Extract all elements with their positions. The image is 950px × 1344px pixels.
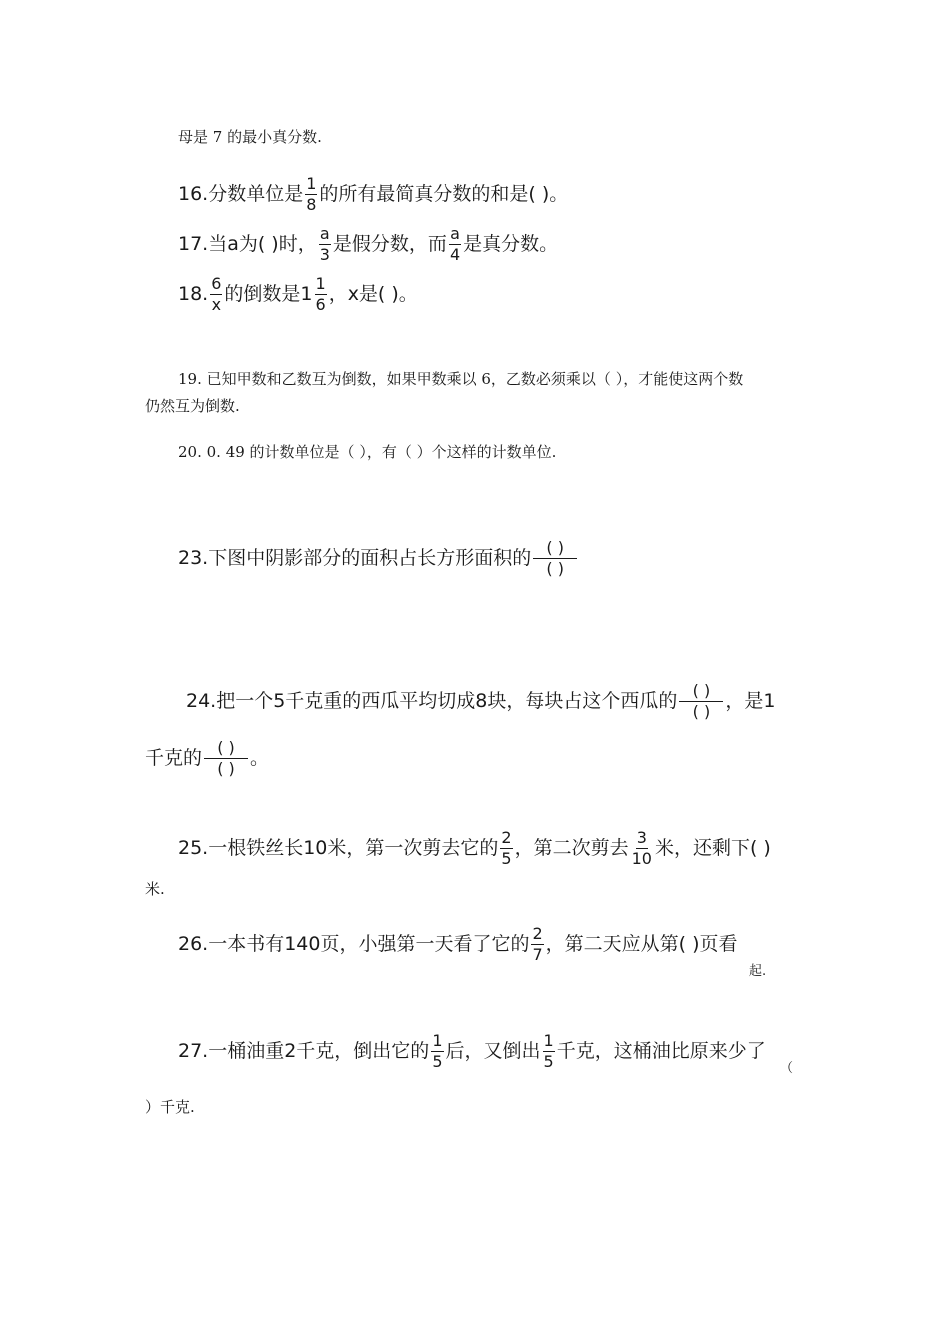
- question-20: 20. 0. 49 的计数单位是（ ），有（ ）个这样的计数单位.: [178, 443, 557, 461]
- q25-suffix: 米，还剩下( ): [654, 837, 771, 859]
- q24-f2-num: ( ): [204, 740, 248, 759]
- q26-f-num: 2: [532, 924, 543, 943]
- q26-prefix: 26.一本书有140页，小强第一天看了它的: [178, 933, 530, 955]
- question-27-line-1: [178, 1033, 766, 1070]
- q17-f1-den: 3: [319, 245, 330, 264]
- question-24-line-1: [186, 683, 776, 720]
- q23-prefix: 23.下图中阴影部分的面积占长方形面积的: [178, 547, 532, 569]
- q24-line2-prefix: 千克的: [145, 747, 203, 769]
- q25-fraction-2: [631, 830, 653, 867]
- q24-prefix: 24.把一个5千克重的西瓜平均切成8块，每块占这个西瓜的: [186, 690, 678, 712]
- q18-f2-den: 6: [315, 295, 326, 314]
- q25-prefix: 25.一根铁丝长10米，第一次剪去它的: [178, 837, 499, 859]
- q17-f1-num: a: [319, 224, 330, 243]
- q16-prefix: 16.分数单位是: [178, 183, 304, 205]
- q17-fraction-2: [449, 226, 461, 263]
- q27-prefix: 27.一桶油重2千克，倒出它的: [178, 1040, 430, 1062]
- q18-f2-num: 1: [315, 274, 326, 293]
- q26-suffix: ，第二天应从第( )页看: [545, 933, 738, 955]
- q24-line2-suffix: 。: [250, 747, 270, 769]
- question-16: [178, 176, 568, 213]
- q27-fraction-1: [431, 1033, 443, 1070]
- q26-tail: 起.: [749, 964, 767, 979]
- q18-prefix: 18.: [178, 283, 209, 305]
- q25-f2-num: 3: [636, 828, 647, 847]
- question-27-line-2: ）千克.: [145, 1098, 195, 1116]
- q23-fraction-den: ( ): [546, 559, 564, 578]
- q24-fraction-1: [679, 683, 723, 720]
- q26-f-den: 7: [532, 945, 543, 964]
- q16-fraction: [305, 176, 317, 213]
- question-25-line-2: 米.: [145, 880, 165, 898]
- question-15-tail: 母是 7 的最小真分数.: [178, 128, 322, 146]
- q25-f1-num: 2: [501, 828, 512, 847]
- q27-suffix: 千克，这桶油比原来少了: [556, 1040, 766, 1062]
- q25-mid: ，第二次剪去: [514, 837, 629, 859]
- q26-fraction: [531, 926, 543, 963]
- q27-tail: （: [780, 1061, 794, 1076]
- q25-f2-den: 10: [631, 849, 652, 868]
- q24-suffix: ，是1: [725, 690, 776, 712]
- q16-fraction-den: 8: [306, 195, 317, 214]
- q27-f2-num: 1: [543, 1031, 554, 1050]
- q17-suffix: 是真分数。: [463, 233, 559, 255]
- q25-f1-den: 5: [501, 849, 512, 868]
- question-24-line-2: [145, 740, 269, 777]
- q17-f2-den: 4: [449, 245, 461, 264]
- q18-mid: 的倒数是1: [224, 283, 313, 305]
- q17-fraction-1: [319, 226, 331, 263]
- q24-f2-den: ( ): [217, 759, 235, 778]
- question-25-line-1: [178, 830, 771, 867]
- q27-f2-den: 5: [543, 1052, 554, 1071]
- q24-f1-den: ( ): [692, 702, 711, 721]
- q27-f1-den: 5: [432, 1052, 443, 1071]
- question-19-line-1: 19. 已知甲数和乙数互为倒数，如果甲数乘以 6，乙数必须乘以（ ），才能使这两个数: [178, 370, 744, 388]
- question-19-line-2: 仍然互为倒数.: [145, 397, 240, 415]
- question-17: [178, 226, 558, 263]
- q17-mid: 是假分数，而: [332, 233, 447, 255]
- q24-f1-num: ( ): [679, 683, 723, 702]
- q24-fraction-2: [204, 740, 248, 777]
- q27-f1-num: 1: [432, 1031, 443, 1050]
- q18-fraction-1: [210, 276, 222, 313]
- q18-f1-den: x: [211, 295, 222, 314]
- q23-fraction-num: ( ): [533, 540, 577, 559]
- q23-answer-fraction: [533, 540, 577, 577]
- q27-mid: 后，又倒出: [445, 1040, 541, 1062]
- q18-suffix: ，x是( )。: [328, 283, 418, 305]
- q18-fraction-2: [315, 276, 327, 313]
- question-18: [178, 276, 418, 313]
- question-26: [178, 926, 738, 963]
- q16-fraction-num: 1: [306, 174, 317, 193]
- question-23: [178, 540, 579, 577]
- q27-fraction-2: [543, 1033, 555, 1070]
- q17-prefix: 17.当a为( )时，: [178, 233, 317, 255]
- q16-suffix: 的所有最简真分数的和是( )。: [319, 183, 569, 205]
- q17-f2-num: a: [450, 224, 460, 243]
- q25-fraction-1: [500, 830, 512, 867]
- q18-f1-num: 6: [211, 274, 222, 293]
